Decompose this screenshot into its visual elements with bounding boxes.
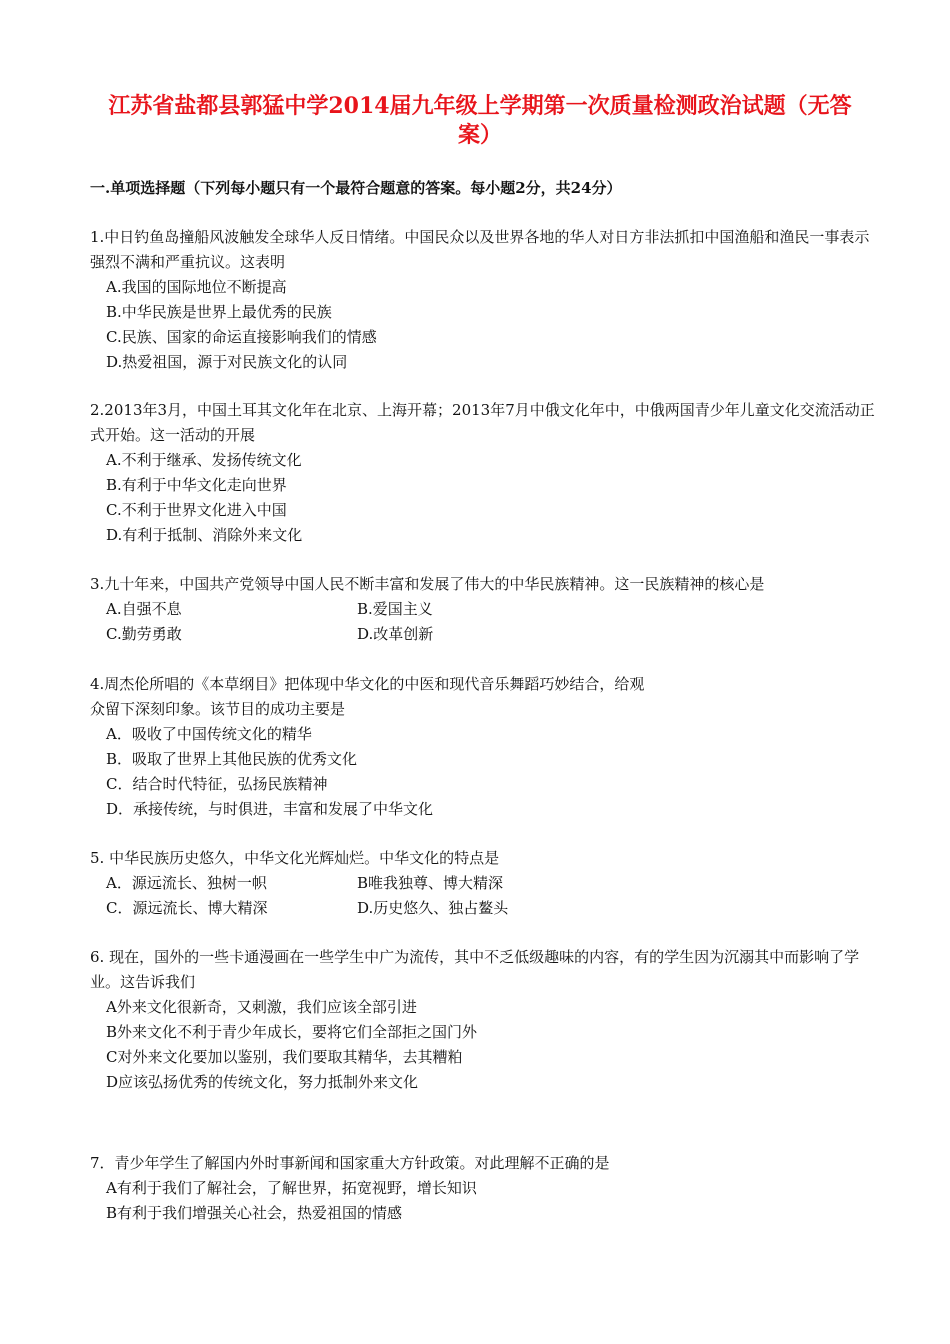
option-row: [90, 597, 880, 622]
option-row: [90, 896, 880, 921]
question-5: [90, 846, 880, 921]
option-c: C．源远流长、博大精深: [106, 899, 268, 917]
option-c: C.不利于世界文化进入中国: [106, 501, 287, 519]
option-c: C对外来文化要加以鉴别，我们要取其精华，去其糟粕: [106, 1048, 463, 1066]
question-stem: 4.周杰伦所唱的《本草纲目》把体现中华文化的中医和现代音乐舞蹈巧妙结合，给观众留下深刻印象。该节目的成功主要是: [90, 675, 645, 718]
option-b: B.爱国主义: [357, 600, 433, 618]
option-b: B.中华民族是世界上最优秀的民族: [106, 303, 332, 321]
option-a: A外来文化很新奇，又刺激，我们应该全部引进: [106, 998, 417, 1016]
question-2: [90, 398, 880, 548]
option-b: B．吸取了世界上其他民族的优秀文化: [106, 750, 358, 768]
option-d: D应该弘扬优秀的传统文化，努力抵制外来文化: [106, 1073, 419, 1091]
option-b: B有利于我们增强关心社会，热爱祖国的情感: [106, 1204, 403, 1222]
option-c: C.勤劳勇敢: [106, 625, 182, 643]
option-d: D.热爱祖国，源于对民族文化的认同: [106, 353, 348, 371]
option-a: A.我国的国际地位不断提高: [106, 278, 287, 296]
option-d: D．承接传统，与时俱进，丰富和发展了中华文化: [106, 800, 434, 818]
option-b: B外来文化不利于青少年成长，要将它们全部拒之国门外: [106, 1023, 478, 1041]
document-title: 江苏省盐都县郭猛中学2014届九年级上学期第一次质量检测政治试题（无答案）: [108, 93, 852, 148]
option-row: [90, 622, 880, 647]
option-a: A.不利于继承、发扬传统文化: [106, 451, 302, 469]
question-4: [90, 672, 880, 822]
option-a: A.自强不息: [106, 600, 182, 618]
section-heading: 一.单项选择题（下列每小题只有一个最符合题意的答案。每小题2分，共24分）: [90, 179, 622, 197]
question-7: [90, 1151, 880, 1226]
option-a: A．源远流长、独树一帜: [106, 874, 267, 892]
option-c: C.民族、国家的命运直接影响我们的情感: [106, 328, 377, 346]
option-c: C．结合时代特征，弘扬民族精神: [106, 775, 328, 793]
question-stem: 2.2013年3月，中国土耳其文化年在北京、上海开幕；2013年7月中俄文化年中，中俄两国青少年儿童文化交流活动正式开始。这一活动的开展: [90, 401, 875, 444]
question-6: [90, 945, 880, 1095]
option-a: A．吸收了中国传统文化的精华: [106, 725, 312, 743]
option-d: D.历史悠久、独占鳌头: [357, 899, 509, 917]
option-d: D.改革创新: [357, 625, 434, 643]
option-b: B.有利于中华文化走向世界: [106, 476, 287, 494]
question-stem: 6. 现在，国外的一些卡通漫画在一些学生中广为流传，其中不乏低级趣味的内容，有的学生因为沉溺其中而影响了学业。这告诉我们: [90, 948, 860, 991]
question-stem: 5. 中华民族历史悠久，中华文化光辉灿烂。中华文化的特点是: [90, 849, 500, 867]
option-a: A有利于我们了解社会，了解世界，拓宽视野，增长知识: [106, 1179, 477, 1197]
option-row: [90, 871, 880, 896]
question-stem: 1.中日钓鱼岛撞船风波触发全球华人反日情绪。中国民众以及世界各地的华人对日方非法抓扣中国渔船和渔民一事表示强烈不满和严重抗议。这表明: [90, 228, 870, 271]
option-d: D.有利于抵制、消除外来文化: [106, 526, 303, 544]
question-stem: 7．青少年学生了解国内外时事新闻和国家重大方针政策。对此理解不正确的是: [90, 1154, 610, 1172]
question-stem: 3.九十年来，中国共产党领导中国人民不断丰富和发展了伟大的中华民族精神。这一民族精神的核心是: [90, 575, 765, 593]
question-3: [90, 572, 880, 647]
question-1: [90, 225, 880, 375]
option-b: B唯我独尊、博大精深: [357, 874, 504, 892]
